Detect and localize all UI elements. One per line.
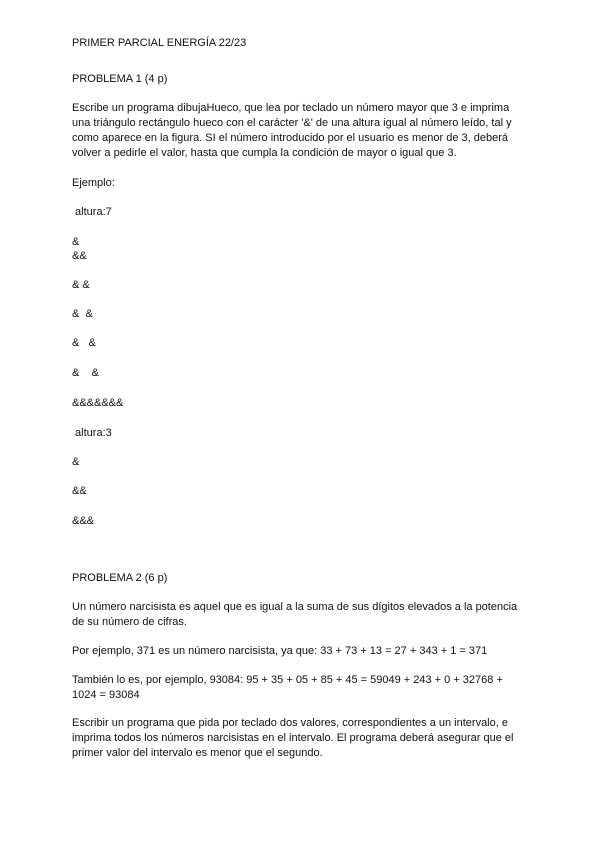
example1-row: && [72, 250, 87, 262]
example1-row: & & [72, 308, 93, 320]
problem2-example2: También lo es, por ejemplo, 93084: 95 + 35 + 05 + 85 + 45 = 59049 + 243 + 0 + 32768 + 1024 = 93084 [72, 674, 503, 701]
problem1-heading: PROBLEMA 1 (4 p) [72, 73, 168, 85]
example1-label: altura:7 [72, 206, 112, 218]
document-title: PRIMER PARCIAL ENERGÍA 22/23 [72, 37, 247, 49]
problem2-task: Escribir un programa que pida por teclado dos valores, correspondientes a un intervalo, e imprima todos los números narcisistas en el intervalo. El programa deberá asegurar que el primer valor del intervalo es menor que el segundo. [72, 717, 514, 759]
example2-row: &&& [72, 515, 95, 527]
example1-row: &&&&&&& [72, 397, 124, 409]
problem2-example1: Por ejemplo, 371 es un número narcisista, ya que: 33 + 73 + 13 = 27 + 343 + 1 = 371 [72, 645, 488, 657]
problem2-heading: PROBLEMA 2 (6 p) [72, 572, 168, 584]
example2-row: & [72, 456, 80, 468]
problem2-definition: Un número narcisista es aquel que es igual a la suma de sus dígitos elevados a la potencia de su número de cifras. [72, 601, 518, 628]
example1-row: & & [72, 367, 99, 379]
example2-label: altura:3 [72, 427, 112, 439]
problem1-statement: Escribe un programa dibujaHueco, que lea por teclado un número mayor que 3 e imprima una triángulo rectángulo hueco con el carácter '&' de una altura igual al número leído, tal y como aparece en la figura. SI el número introducido por el usuario es menor de 3, deberá volver a pedirle el valor, hasta que cumpla la condición de mayor o igual que 3. [72, 102, 512, 159]
example-label: Ejemplo: [72, 177, 115, 189]
example2-row: && [72, 485, 87, 497]
example1-row: & & [72, 337, 96, 349]
example1-row: & & [72, 279, 90, 291]
example1-row: & [72, 236, 80, 248]
